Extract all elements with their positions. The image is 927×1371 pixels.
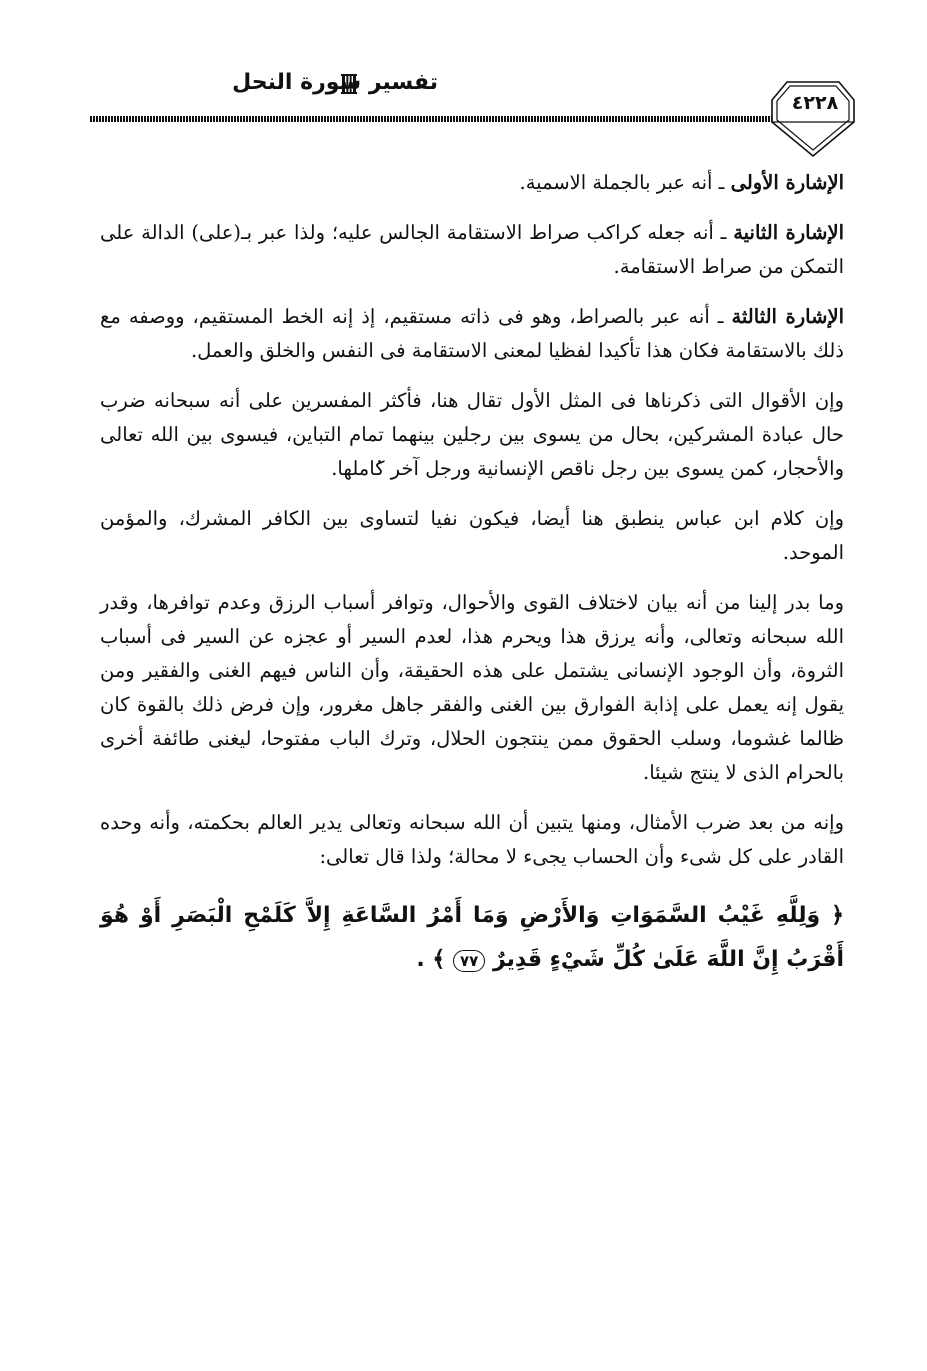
paragraph-text: وما بدر إلينا من أنه بيان لاختلاف القوى والأحوال، وتوافر أسباب الرزق وعدم توافرها، وقدر الله سبحانه وتعالى، وأنه يرزق هذا ويحرم هذا، لعدم السير أو عجزه عن السير فى أسباب الثروة، وأن الوجود الإنسانى يشتمل على هذه الحقيقة، وأن الناس فيهم الغنى والفقير ومن يقول إنه يعمل على إذابة الفوارق بين الغنى والفقر جاهل مغرور، وإن فرض ذلك بالقوة كان ظالما غشوما، وسلب الحقوق ممن ينتجون الحلال، وترك الباب مفتوحا، ليغنى طائفة أخرى بالحرام الذى لا ينتج شيئا. — [100, 591, 844, 784]
body-text — [100, 166, 844, 998]
paragraph — [100, 300, 844, 368]
paragraph — [100, 166, 844, 200]
paragraph — [100, 502, 844, 570]
verse-close-bracket: ﴾ — [432, 947, 446, 972]
running-title: تفسير سورة النحل — [232, 70, 438, 95]
paragraph-text: وإنه من بعد ضرب الأمثال، ومنها يتبين أن الله سبحانه وتعالى يدير العالم بحكمته، وأنه وحده القادر على كل شىء وأن الحساب يجىء لا محالة؛ ولذا قال تعالى: — [100, 811, 844, 868]
verse-number: ٧٧ — [453, 950, 485, 972]
paragraph — [100, 806, 844, 874]
paragraph — [100, 384, 844, 486]
verse-text: وَلِلَّهِ غَيْبُ السَّمَوَاتِ وَالأَرْضِ وَمَا أَمْرُ السَّاعَةِ إِلاَّ كَلَمْحِ الْبَصَرِ أَوْ هُوَ أَقْرَبُ إِنَّ اللَّهَ عَلَىٰ كُلِّ شَيْءٍ قَدِيرٌ — [100, 903, 844, 972]
quran-verse — [100, 894, 844, 982]
paragraph — [100, 216, 844, 284]
header-rule — [90, 116, 773, 122]
paragraph-text: ـ أنه جعله كراكب صراط الاستقامة الجالس عليه؛ ولذا عبر بـ(على) الدالة على التمكن من صراط الاستقامة. — [100, 221, 844, 278]
page-number: ٤٢٢٨ — [791, 92, 839, 114]
paragraph-lead: الإشارة الأولى — [730, 171, 844, 194]
paragraph-text: وإن كلام ابن عباس ينطبق هنا أيضا، فيكون نفيا لتساوى بين الكافر المشرك، والمؤمن الموحد. — [100, 507, 844, 564]
paragraph-lead: الإشارة الثانية — [733, 221, 844, 244]
page-header — [88, 60, 856, 160]
paragraph-text: ـ أنه عبر بالجملة الاسمية. — [519, 171, 731, 194]
paragraph-lead: الإشارة الثالثة — [731, 305, 844, 328]
verse-open-bracket: ﴿ — [831, 903, 844, 928]
verse-end-mark: . — [416, 947, 425, 972]
paragraph-text: ـ أنه عبر بالصراط، وهو فى ذاته مستقيم، إذ إنه الخط المستقيم، ووصفه مع ذلك بالاستقامة فكان هذا تأكيدا لفظيا لمعنى الاستقامة فى النفس والخلق والعمل. — [100, 305, 844, 362]
paragraph — [100, 586, 844, 790]
paragraph-text: وإن الأقوال التى ذكرناها فى المثل الأول تقال هنا، فأكثر المفسرين على أنه سبحانه ضرب حال عبادة المشركين، بحال من يسوى بين رجلين بينهما تمام التباين، فيسوى بين الله تعالى والأحجار، كمن يسوى بين رجل ناقص الإنسانية ورجل آخر كاملها. — [100, 389, 844, 480]
